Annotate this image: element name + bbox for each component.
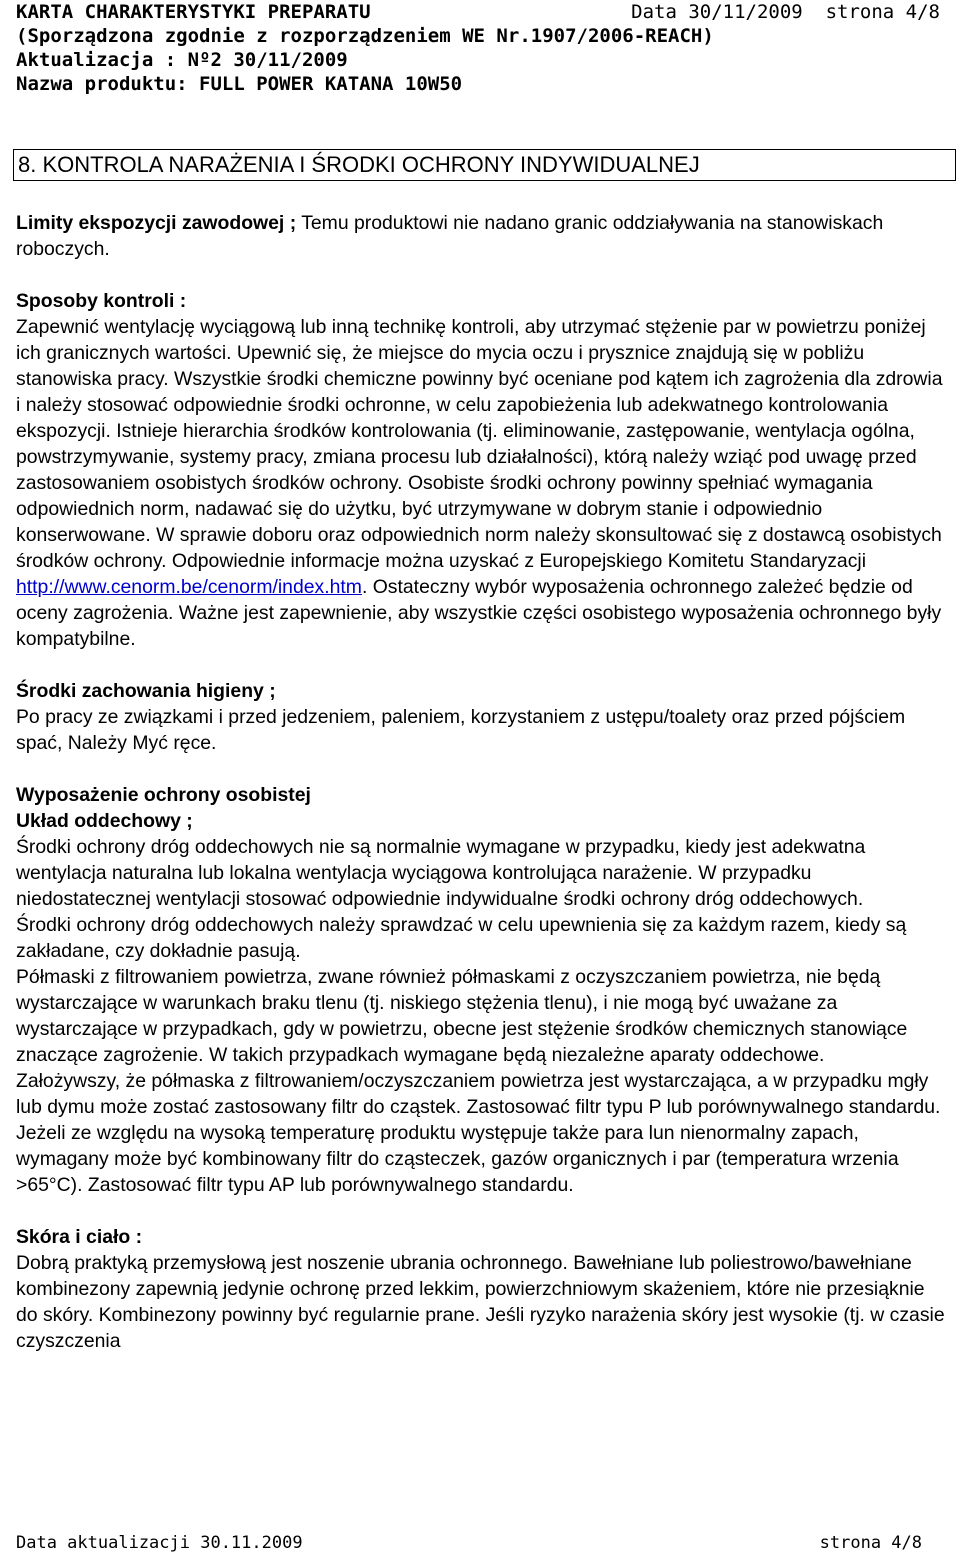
header-date-page <box>631 0 940 24</box>
document-title: KARTA CHARAKTERYSTYKI PREPARATU <box>16 1 371 23</box>
ppe-label: Wyposażenie ochrony osobistej <box>16 784 311 806</box>
respiratory-paragraph-2: Środki ochrony dróg oddechowych należy sprawdzać w celu upewnienia się za każdym razem, kiedy są zakładane, czy dokładnie pasują. <box>16 914 907 962</box>
control-text-part2: . Ostateczny wybór wyposażenia ochronnego zależeć będzie od oceny zagrożenia. Ważne jest zapewnienie, aby wszystkie części osobistego wyposażenia ochronnego były kompatybilne. <box>16 576 942 650</box>
hygiene-label: Środki zachowania higieny ; <box>16 680 276 702</box>
respiratory-paragraph-3: Półmaski z filtrowaniem powietrza, zwane również półmaskami z oczyszczaniem powietrza, nie będą wystarczające w warunkach braku tlenu (tj. niskiego stężenia tlenu), i nie mogą być uważane za wystarczające w przypadkach, gdy w powietrzu, obecne jest stężenie środków chemicznych stanowiące znaczące zagrożenie. W takich przypadkach wymagane będą niezależne aparaty oddechowe. <box>16 966 908 1066</box>
exposure-limits-paragraph <box>16 210 946 262</box>
respiratory-paragraph-4: Założywszy, że półmaska z filtrowaniem/oczyszczaniem powietrza jest wystarczająca, a w przypadku mgły lub dymu może zostać zastosowany filtr do cząstek. Zastosować filtr typu P lub porównywalnego standardu. Jeżeli ze względu na wysoką temperaturę produktu występuje także para lun nienormalny zapach, wymagany może być kombinowany filtr do cząsteczek, gazów organicznych i par (temperatura wrzenia >65°C). Zastosować filtr typu AP lub porównywalnego standardu. <box>16 1070 941 1196</box>
product-name: Nazwa produktu: FULL POWER KATANA 10W50 <box>16 73 463 95</box>
respiratory-paragraph-1: Środki ochrony dróg oddechowych nie są normalnie wymagane w przypadku, kiedy jest adekwatna wentylacja naturalna lub lokalna wentylacja wyciągowa kontrolująca narażenie. W przypadku niedostatecznej wentylacji stosować odpowiednie indywidualne środki ochrony dróg oddechowych. <box>16 836 866 910</box>
footer-update-date: Data aktualizacji 30.11.2009 <box>16 1533 303 1553</box>
section-title: 8. KONTROLA NARAŻENIA I ŚRODKI OCHRONY INDYWIDUALNEJ <box>13 149 956 181</box>
respiratory-label: Układ oddechowy ; <box>16 810 193 832</box>
skin-text: Dobrą praktyką przemysłową jest noszenie ubrania ochronnego. Bawełniane lub poliestrowo/bawełniane kombinezony zapewnią jedynie ochronę przed lekkim, powierzchniowym skażeniem, które nie przesiąknie do skóry. Kombinezony powinny być regularnie prane. Jeśli ryzyko narażenia skóry jest wysokie (tj. w czasie czyszczenia <box>16 1252 945 1352</box>
control-methods-text <box>16 314 946 652</box>
regulation-line: (Sporządzona zgodnie z rozporządzeniem WE Nr.1907/2006-REACH) <box>16 25 714 47</box>
exposure-limits-label: Limity ekspozycji zawodowej ; <box>16 212 297 234</box>
header-page-number: strona 4/8 <box>825 1 940 23</box>
exposure-limits-text: Temu produktowi nie nadano granic oddziaływania na stanowiskach roboczych. <box>16 212 884 260</box>
cenorm-link[interactable]: http://www.cenorm.be/cenorm/index.htm <box>16 576 362 598</box>
skin-label: Skóra i ciało : <box>16 1226 143 1248</box>
control-methods-label: Sposoby kontroli : <box>16 290 187 312</box>
hygiene-text: Po pracy ze związkami i przed jedzeniem, paleniem, korzystaniem z ustępu/toalety oraz przed pójściem spać, Należy Myć ręce. <box>16 706 906 754</box>
update-line: Aktualizacja : Nº2 30/11/2009 <box>16 49 348 71</box>
footer-page-number: strona 4/8 <box>819 1533 922 1553</box>
control-text-part1: Zapewnić wentylację wyciągową lub inną technikę kontroli, aby utrzymać stężenie par w powietrzu poniżej ich granicznych wartości. Upewnić się, że miejsce do mycia oczu i prysznice znajdują się w pobliżu stanowiska pracy. Wszystkie środki chemiczne powinny być oceniane pod kątem ich zagrożenia dla zdrowia i należy stosować odpowiednie środki ochronne, w celu zapobieżenia lub adekwatnego kontrolowania ekspozycji. Istnieje hierarchia środków kontrolowania (tj. eliminowanie, zastępowanie, wentylacja ogólna, powstrzymywanie, systemy pracy, zmiana procesu lub działalności), którą należy wziąć pod uwagę przed zastosowaniem osobistych środków ochrony. Osobiste środki ochrony powinny spełniać wymagania odpowiednich norm, nadawać się do użytku, być utrzymywane w dobrym stanie i odpowiednio konserwowane. W sprawie doboru oraz odpowiednich norm należy skonsultować się z dostawcą osobistych środków ochrony. Odpowiednie informacje można uzyskać z Europejskiego Komitetu Standaryzacji <box>16 316 943 572</box>
header-date: Data 30/11/2009 <box>631 1 803 23</box>
document-body <box>16 210 946 1354</box>
